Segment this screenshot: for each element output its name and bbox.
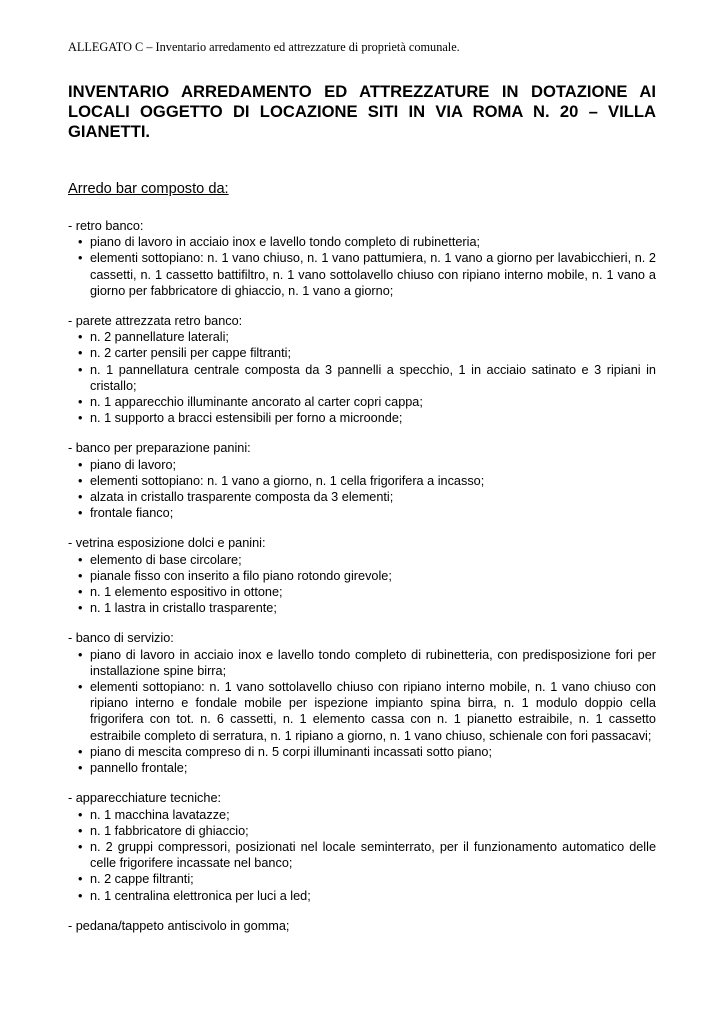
list-item: • piano di mescita compreso di n. 5 corpi illuminanti incassati sotto piano; bbox=[68, 744, 656, 760]
page-header: ALLEGATO C – Inventario arredamento ed attrezzature di proprietà comunale. bbox=[68, 40, 460, 54]
section-heading: Arredo bar composto da: bbox=[68, 181, 229, 197]
list-item: • pannello frontale; bbox=[68, 760, 656, 776]
bullet-list bbox=[68, 807, 656, 904]
group-label: - retro banco: bbox=[68, 219, 144, 233]
group-label: - apparecchiature tecniche: bbox=[68, 791, 222, 806]
document-title: INVENTARIO ARREDAMENTO ED ATTREZZATURE IN DOTAZIONE AI LOCALI OGGETTO DI LOCAZIONE SITI IN VIA ROMA N. 20 – VILLA GIANETTI. bbox=[68, 82, 656, 141]
list-item: • n. 1 supporto a bracci estensibili per forno a microonde; bbox=[68, 410, 656, 426]
list-item: • n. 2 cappe filtranti; bbox=[68, 871, 656, 887]
inventory-group bbox=[68, 790, 656, 903]
group-label: - banco di servizio: bbox=[68, 631, 174, 646]
inventory-group bbox=[68, 440, 656, 521]
list-item: • n. 1 centralina elettronica per luci a led; bbox=[68, 888, 656, 904]
list-item: • elemento di base circolare; bbox=[68, 552, 656, 568]
group-label: - pedana/tappeto antiscivolo in gomma; bbox=[68, 918, 290, 933]
list-item: • elementi sottopiano: n. 1 vano a giorno, n. 1 cella frigorifera a incasso; bbox=[68, 473, 656, 489]
list-item: • n. 1 apparecchio illuminante ancorato al carter copri cappa; bbox=[68, 394, 656, 410]
list-item: • elementi sottopiano: n. 1 vano sottolavello chiuso con ripiano interno mobile, n. 1 vano chiuso con ripiano interno e fondale mobile per ispezione impianto spina birra, n. 1 modulo doppio cella frigorifera con tot. n. 6 cassetti, n. 1 elemento cassa con n. 1 pianetto estraibile, n. 1 cassetto estraibile completo di serratura, n. 1 ripiano a giorno, n. 1 vano chiuso, schienale con fori passacavi; bbox=[68, 679, 656, 744]
list-item: • frontale fianco; bbox=[68, 505, 656, 521]
list-item: • piano di lavoro in acciaio inox e lavello tondo completo di rubinetteria; bbox=[68, 234, 656, 250]
inventory-group bbox=[68, 535, 656, 616]
bullet-list bbox=[68, 647, 656, 777]
list-item: • n. 2 gruppi compressori, posizionati nel locale seminterrato, per il funzionamento automatico delle celle frigorifere incassate nel banco; bbox=[68, 839, 656, 871]
bullet-list bbox=[68, 457, 656, 522]
inventory-group bbox=[68, 918, 656, 934]
list-item: • n. 1 lastra in cristallo trasparente; bbox=[68, 600, 656, 616]
inventory-group bbox=[68, 313, 656, 426]
list-item: • n. 1 elemento espositivo in ottone; bbox=[68, 584, 656, 600]
list-item: • piano di lavoro; bbox=[68, 457, 656, 473]
list-item: • n. 2 carter pensili per cappe filtranti; bbox=[68, 345, 656, 361]
inventory-group bbox=[68, 630, 656, 776]
group-label: - vetrina esposizione dolci e panini: bbox=[68, 536, 266, 551]
group-label: - banco per preparazione panini: bbox=[68, 441, 251, 456]
group-label: - parete attrezzata retro banco: bbox=[68, 314, 243, 329]
bullet-list bbox=[68, 329, 656, 426]
list-item: • n. 1 pannellatura centrale composta da 3 pannelli a specchio, 1 in acciaio satinato e 3 ripiani in cristallo; bbox=[68, 362, 656, 394]
list-item: • n. 1 macchina lavatazze; bbox=[68, 807, 656, 823]
inventory-group bbox=[68, 218, 656, 299]
list-item: • n. 1 fabbricatore di ghiaccio; bbox=[68, 823, 656, 839]
bullet-list bbox=[68, 234, 656, 299]
bullet-list bbox=[68, 552, 656, 617]
list-item: • alzata in cristallo trasparente composta da 3 elementi; bbox=[68, 489, 656, 505]
list-item: • n. 2 pannellature laterali; bbox=[68, 329, 656, 345]
list-item: • elementi sottopiano: n. 1 vano chiuso, n. 1 vano pattumiera, n. 1 vano a giorno per lavabicchieri, n. 2 cassetti, n. 1 cassetto battifiltro, n. 1 vano sottolavello chiuso con ripiano interno mobile, n. 1 vano a giorno per fabbricatore di ghiaccio, n. 1 vano a giorno; bbox=[68, 250, 656, 299]
list-item: • piano di lavoro in acciaio inox e lavello tondo completo di rubinetteria, con predisposizione fori per installazione spine birra; bbox=[68, 647, 656, 679]
list-item: • pianale fisso con inserito a filo piano rotondo girevole; bbox=[68, 568, 656, 584]
inventory-list bbox=[68, 218, 656, 948]
